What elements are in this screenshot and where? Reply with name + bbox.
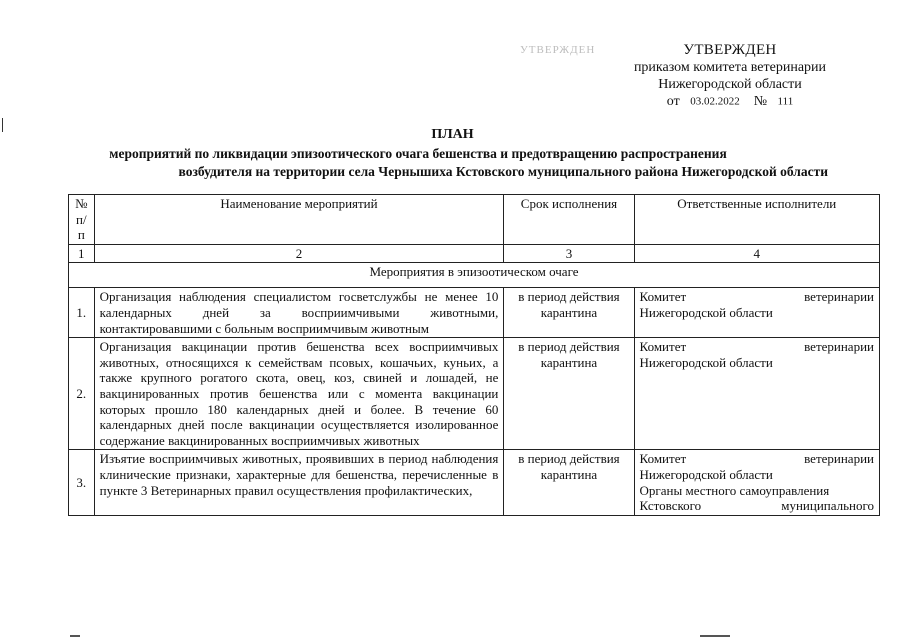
responsible-line: Нижегородской области	[639, 354, 773, 370]
row-responsible	[634, 450, 879, 515]
row-term: в период действия карантина	[504, 450, 634, 515]
col-number: 2	[94, 244, 504, 263]
date-prefix: от	[666, 94, 680, 109]
table-header-row	[69, 195, 880, 245]
document-title: ПЛАН	[431, 127, 474, 142]
approval-date: 03.02.2022	[690, 95, 740, 108]
row-term: в период действия карантина	[504, 338, 634, 450]
row-description: Организация вакцинации против бешенства всех восприимчивых животных, относящихся к семействам псовых, кошачьих, куньих, а также крупного рогатого скота, овец, коз, свиней и лошадей, не вакцинированных против бешенства или с момента вакцинации которых прошло 180 календарных дней и более. В течение 60 календарных дней после вакцинации осуществляется изолированное содержание вакцинированных восприимчивых животных	[94, 338, 504, 450]
col-number: 1	[69, 244, 95, 263]
header-name: Наименование мероприятий	[94, 195, 504, 245]
row-number: 1.	[69, 288, 95, 338]
column-number-row	[69, 244, 880, 263]
responsible-line: Нижегородской области	[639, 304, 773, 320]
responsible-line: Комитет ветеринарии	[639, 289, 874, 305]
section-title: Мероприятия в эпизоотическом очаге	[69, 263, 880, 288]
approval-block	[615, 42, 845, 110]
responsible-line: Нижегородской области	[639, 466, 773, 482]
row-responsible	[634, 338, 879, 450]
table-row	[69, 450, 880, 515]
row-description: Организация наблюдения специалистом госветслужбы не менее 10 календарных дней за восприимчивыми животными, контактировавшими с больным восприимчивым животным	[94, 288, 504, 338]
approval-heading: УТВЕРЖДЕН	[683, 42, 777, 58]
row-description: Изъятие восприимчивых животных, проявивших в период наблюдения клинические признаки, характерные для бешенства, перечисленные в пункте 3 Ветеринарных правил осуществления профилактических,	[94, 450, 504, 515]
section-row	[69, 263, 880, 288]
col-number: 3	[504, 244, 634, 263]
responsible-line: Комитет ветеринарии	[639, 451, 874, 467]
col-number: 4	[634, 244, 879, 263]
header-num: № п/п	[69, 195, 95, 245]
responsible-line: Органы местного самоуправления	[639, 482, 830, 498]
table-row	[69, 338, 880, 450]
approval-number: 111	[777, 95, 794, 108]
scan-foot-mark	[700, 635, 730, 637]
header-term: Срок исполнения	[504, 195, 634, 245]
responsible-line: Комитет ветеринарии	[639, 339, 874, 355]
row-term: в период действия карантина	[504, 288, 634, 338]
row-number: 3.	[69, 450, 95, 515]
bleed-through-text: УТВЕРЖДЕН	[520, 44, 596, 56]
plan-table	[68, 194, 880, 516]
table-row	[69, 288, 880, 338]
responsible-line: Кстовского муниципального	[639, 498, 874, 514]
row-responsible	[634, 288, 879, 338]
scan-foot-mark	[70, 635, 80, 637]
approval-line-2: Нижегородской области	[658, 77, 802, 92]
document-subtitle-line-2: возбудителя на территории села Чернышиха Кстовского муниципального района Нижегородской области	[178, 164, 828, 179]
row-number: 2.	[69, 338, 95, 450]
document-subtitle-line-1: мероприятий по ликвидации эпизоотического очага бешенства и предотвращению распространения	[109, 146, 727, 161]
approval-date-line	[615, 93, 845, 110]
header-responsible: Ответственные исполнители	[634, 195, 879, 245]
number-prefix: №	[753, 94, 768, 109]
approval-line-1: приказом комитета ветеринарии	[633, 60, 827, 75]
